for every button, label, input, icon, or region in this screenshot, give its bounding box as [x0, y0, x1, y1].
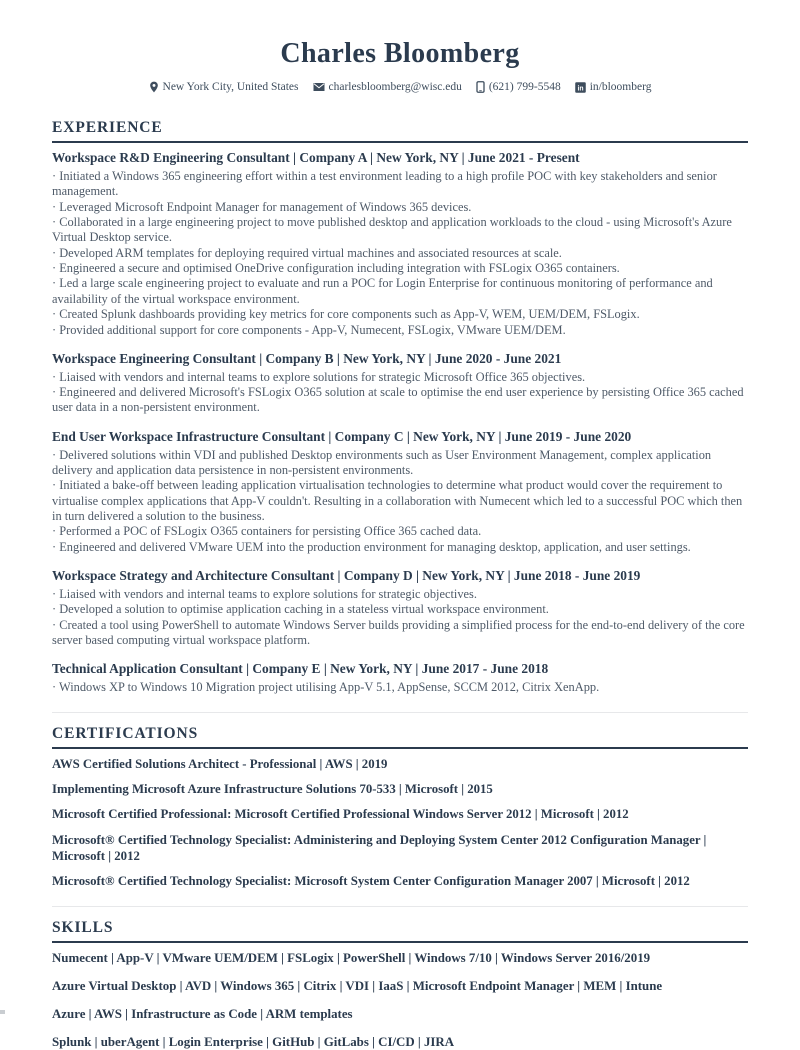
- job-entry: [52, 429, 748, 555]
- certification-item: Microsoft® Certified Technology Specialist: Administering and Deploying System Center 2012 Configuration Manager | Microsoft | 2012: [52, 832, 707, 863]
- svg-text:in: in: [577, 84, 584, 92]
- candidate-name: Charles Bloomberg: [280, 38, 520, 69]
- job-title: Workspace R&D Engineering Consultant | Company A | New York, NY | June 2021 - Present: [52, 150, 580, 165]
- certifications-section: [52, 725, 748, 890]
- contact-row: [52, 81, 748, 93]
- job-bullet: · Created Splunk dashboards providing key metrics for core components such as App-V, WEM, UEM/DEM, FSLogix.: [52, 307, 640, 322]
- job-entry: [52, 568, 748, 648]
- email-icon: [313, 82, 325, 92]
- certification-item: Implementing Microsoft Azure Infrastructure Solutions 70-533 | Microsoft | 2015: [52, 781, 493, 796]
- job-bullet: · Led a large scale engineering project to evaluate and run a POC for Login Enterprise for continuous monitoring of performance and availability of the virtual workspace environment.: [52, 276, 713, 306]
- contact-phone: [476, 81, 561, 93]
- contact-location: [149, 81, 299, 93]
- job-title: End User Workspace Infrastructure Consultant | Company C | New York, NY | June 2019 - June 2020: [52, 428, 632, 444]
- contact-email: [313, 81, 462, 93]
- job-bullet: · Delivered solutions within VDI and published Desktop environments such as User Environment Management, complex application delivery and application data persistence in non-persistent environments.: [52, 447, 712, 477]
- job-entry: [52, 661, 748, 695]
- skill-group: Azure | AWS | Infrastructure as Code | ARM templates: [52, 1007, 353, 1021]
- job-bullet: · Developed a solution to optimise application caching in a stateless virtual workspace environment.: [52, 602, 549, 617]
- contact-linkedin: [575, 81, 652, 93]
- certification-list: [52, 756, 748, 890]
- certification-item: Microsoft Certified Professional: Microsoft Certified Professional Windows Server 2012 | Microsoft | 2012: [52, 807, 629, 822]
- job-title: Workspace Engineering Consultant | Company B | New York, NY | June 2020 - June 2021: [52, 350, 562, 366]
- job-bullet: · Engineered and delivered Microsoft's FSLogix O365 solution at scale to optimise the end user experience by persisting Office 365 cached user data in a non-persistent environment.: [52, 385, 744, 415]
- job-bullet: · Engineered a secure and optimised OneDrive configuration including integration with FSLogix O365 containers.: [52, 261, 620, 275]
- skills-section: [52, 919, 748, 1050]
- job-title: Technical Application Consultant | Company E | New York, NY | June 2017 - June 2018: [52, 661, 549, 677]
- experience-jobs: [52, 150, 748, 696]
- page-corner-artifact: [0, 1010, 5, 1014]
- job-bullet: · Developed ARM templates for deploying required virtual machines and associated resources at scale.: [52, 245, 562, 260]
- skill-group: Azure Virtual Desktop | AVD | Windows 365 | Citrix | VDI | IaaS | Microsoft Endpoint Manager | MEM | Intune: [52, 978, 663, 993]
- contact-email-text: charlesbloomberg@wisc.edu: [328, 81, 462, 93]
- job-bullet: · Windows XP to Windows 10 Migration project utilising App-V 5.1, AppSense, SCCM 2012, Citrix XenApp.: [52, 680, 600, 695]
- job-title: Workspace Strategy and Architecture Consultant | Company D | New York, NY | June 2018 - June 2019: [52, 568, 641, 584]
- job-entry: [52, 150, 748, 338]
- section-divider: [52, 712, 748, 713]
- job-entry: [52, 351, 748, 416]
- phone-icon: [476, 81, 485, 93]
- skill-group: Numecent | App-V | VMware UEM/DEM | FSLogix | PowerShell | Windows 7/10 | Windows Server 2016/2019: [52, 950, 651, 965]
- location-pin-icon: [149, 81, 159, 93]
- certification-item: Microsoft® Certified Technology Specialist: Microsoft System Center Configuration Manager 2007 | Microsoft | 2012: [52, 874, 690, 889]
- skill-group: Splunk | uberAgent | Login Enterprise | GitHub | GitLabs | CI/CD | JIRA: [52, 1035, 455, 1050]
- linkedin-icon: [575, 82, 586, 93]
- section-divider: [52, 906, 748, 907]
- job-bullet: · Initiated a bake-off between leading application virtualisation technologies to determine what product would cover the requirement to virtualise complex applications that App-V couldn't. Resulting in a collaboration with Numecent which led to a successful POC which then in turn delivered a solution to the business.: [52, 478, 743, 523]
- job-bullet: · Created a tool using PowerShell to automate Windows Server builds providing a simplified process for the end-to-end delivery of the core server based computing virtual workspace platform.: [52, 617, 745, 647]
- experience-heading: EXPERIENCE: [52, 119, 748, 143]
- experience-section: [52, 119, 748, 696]
- skills-heading: SKILLS: [52, 919, 748, 943]
- resume-header: [52, 40, 748, 93]
- contact-linkedin-text: in/bloomberg: [589, 81, 652, 93]
- job-bullet: · Initiated a Windows 365 engineering effort within a test environment leading to a high profile POC with key stakeholders and senior management.: [52, 168, 717, 199]
- job-bullet: · Provided additional support for core components - App-V, Numecent, FSLogix, VMware UEM/DEM.: [52, 322, 566, 337]
- certifications-heading: CERTIFICATIONS: [52, 725, 748, 749]
- job-bullet: · Collaborated in a large engineering project to move published desktop and application workloads to the cloud - using Microsoft's Azure Virtual Desktop service.: [52, 214, 732, 245]
- job-bullet: · Liaised with vendors and internal teams to explore solutions for strategic objectives.: [52, 586, 477, 601]
- job-bullet: · Engineered and delivered VMware UEM into the production environment for managing desktop, application, and user settings.: [52, 539, 691, 554]
- certification-item: AWS Certified Solutions Architect - Professional | AWS | 2019: [52, 756, 388, 771]
- job-bullet: · Leveraged Microsoft Endpoint Manager for management of Windows 365 devices.: [52, 199, 472, 214]
- job-bullet: · Performed a POC of FSLogix O365 containers for persisting Office 365 cached data.: [52, 524, 482, 539]
- contact-phone-text: (621) 799-5548: [488, 81, 561, 93]
- contact-location-text: New York City, United States: [162, 81, 299, 93]
- job-bullet: · Liaised with vendors and internal teams to explore solutions for strategic Microsoft Office 365 objectives.: [52, 369, 586, 384]
